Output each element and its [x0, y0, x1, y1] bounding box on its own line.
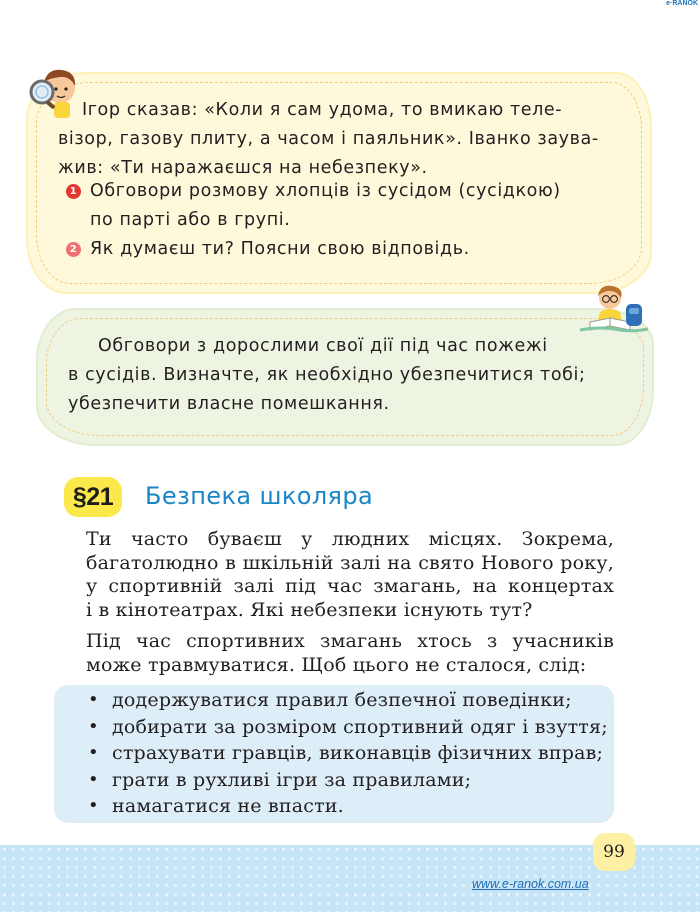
list-item-text: додержуватися правил безпечної поведінки;	[112, 689, 572, 711]
task-item-2	[68, 235, 628, 264]
task-item-text: по парті або в групі.	[90, 210, 291, 230]
list-item-text: добирати за розміром спортивний одяг і взуття;	[112, 715, 608, 738]
safety-rules-list	[86, 687, 614, 820]
bullet-icon: •	[88, 742, 99, 763]
paragraph-2	[86, 630, 614, 677]
task-line: жив: «Ти наражаєшся на небезпеку».	[58, 158, 428, 178]
list-item-text: грати в рухливі ігри за правилами;	[112, 768, 472, 791]
list-item-text: страхувати гравців, виконавців фізичних вправ;	[112, 742, 604, 764]
paragraph-line: Ти часто буваєш у людних місцях. Зокрема,	[86, 528, 614, 550]
publisher-logo: e·RANOK	[666, 0, 698, 7]
paragraph-line: багатолюдно в шкільній залі на свято Нового року,	[86, 551, 614, 574]
list-item-text: намагатися не впасти.	[112, 795, 344, 817]
boy-with-magnifier-icon	[24, 62, 82, 122]
discussion-text	[68, 332, 648, 419]
bullet-icon: •	[88, 768, 99, 790]
list-item	[86, 793, 614, 820]
discussion-line: Обговори з дорослими свої дії під час пожежі	[98, 336, 548, 356]
list-item	[86, 767, 614, 794]
paragraph-line: і в кінотеатрах. Які небезпеки існують тут?	[86, 598, 533, 621]
task-item-1	[68, 177, 628, 235]
bullet-icon: •	[88, 689, 99, 710]
discussion-line: убезпечити власне помешкання.	[68, 394, 390, 414]
list-item	[86, 714, 614, 741]
paragraph-line: Під час спортивних змагань хтось з учасників	[86, 630, 614, 652]
number-badge: 2	[66, 242, 81, 257]
publisher-website-link[interactable]: www.e-ranok.com.ua	[472, 877, 589, 891]
paragraph-line: у спортивній залі під час змагань, на концертах	[86, 575, 614, 597]
task-item-text: Обговори розмову хлопців із сусідом (сусідкою)	[90, 181, 561, 201]
section-title: Безпека школяра	[145, 482, 374, 510]
number-badge: 1	[66, 184, 81, 199]
bullet-icon: •	[88, 715, 99, 737]
task-line: візор, газову плиту, а часом і паяльник». Іванко заува-	[58, 129, 599, 149]
task-intro	[58, 96, 622, 183]
task-item-text: Як думаєш ти? Поясни свою відповідь.	[90, 239, 470, 259]
boy-reading-book-icon	[580, 282, 648, 338]
bullet-icon: •	[88, 795, 99, 816]
discussion-line: в сусідів. Визначте, як необхідно убезпечитися тобі;	[68, 365, 586, 385]
list-item	[86, 687, 614, 714]
page-number: 99	[593, 833, 635, 871]
paragraph-line: може травмуватися. Щоб цього не сталося, слід:	[86, 653, 587, 676]
paragraph-1	[86, 528, 614, 622]
section-number-badge: §21	[64, 477, 122, 517]
task-line: Ігор сказав: «Коли я сам удома, то вмикаю теле-	[82, 100, 563, 120]
list-item	[86, 740, 614, 767]
